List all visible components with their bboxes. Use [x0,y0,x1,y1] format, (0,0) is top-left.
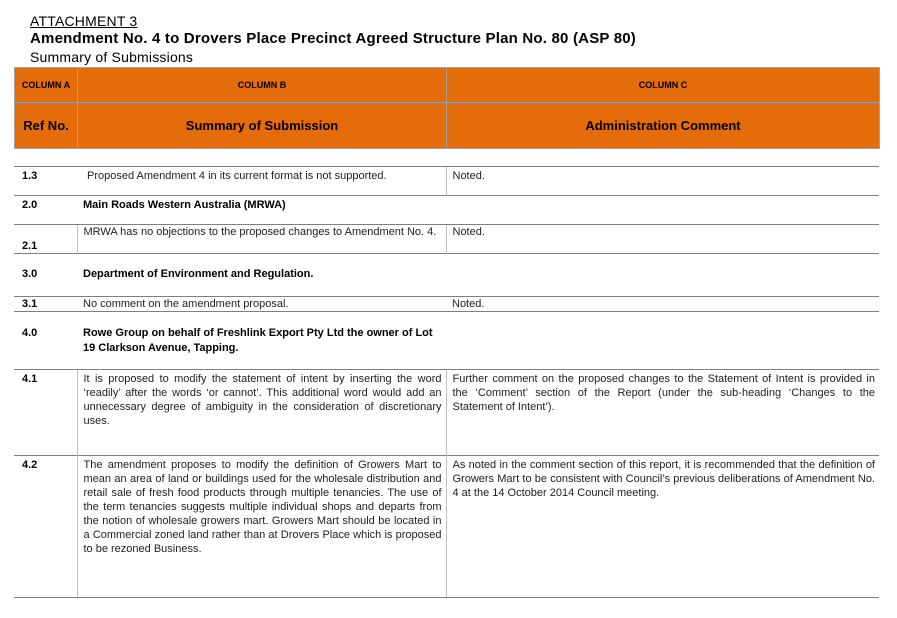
ref-cell: 3.0 [14,254,77,297]
ref-cell: 4.1 [14,370,77,456]
column-c-label: COLUMN C [447,68,880,103]
comment-cell: Noted. [446,167,879,196]
section-heading-cell: Main Roads Western Australia (MRWA) [77,196,446,225]
ref-cell: 3.1 [14,297,77,312]
table-row [14,196,879,225]
column-b-label: COLUMN B [78,68,447,103]
comment-header: Administration Comment [447,103,880,149]
ref-cell: 2.0 [14,196,77,225]
document-subtitle: Summary of Submissions [30,49,194,65]
ref-cell: 2.1 [14,225,77,254]
section-heading-cell: Department of Environment and Regulation. [77,254,446,297]
summary-cell: MRWA has no objections to the proposed changes to Amendment No. 4. [77,225,446,254]
document-title: Amendment No. 4 to Drovers Place Precinct Agreed Structure Plan No. 80 (ASP 80) [30,30,636,47]
comment-cell: Noted. [446,297,879,312]
summary-cell: The amendment proposes to modify the definition of Growers Mart to mean an area of land or buildings used for the wholesale distribution and retail sale of fresh food products through multiple tenancies. The use of the term tenancies suggests multiple individual shops and departs from the notion of wholesale growers mart. Growers Mart should be located in a Commercial zoned land rather than at Drovers Place which is proposed to be rezoned Business. [77,456,446,598]
summary-header: Summary of Submission [78,103,447,149]
document-title-block [30,12,636,66]
attachment-label: ATTACHMENT 3 [30,13,138,29]
summary-cell: It is proposed to modify the statement of intent by inserting the word ‘readily’ after the words ‘or cannot’. This additional word would add an unnecessary degree of ambiguity in the consideration of discretionary uses. [77,370,446,456]
table-row [14,456,879,598]
table-row [14,370,879,456]
summary-cell: No comment on the amendment proposal. [77,297,446,312]
comment-cell: Noted. [446,225,879,254]
table-row [14,167,879,196]
comment-cell [446,196,879,225]
submissions-table [14,166,879,598]
table-row [14,312,879,370]
column-header-table [14,67,880,149]
ref-cell: 4.2 [14,456,77,598]
column-a-label: COLUMN A [15,68,78,103]
comment-cell: Further comment on the proposed changes to the Statement of Intent is provided in the ‘Comment’ section of the Report (under the sub-heading ‘Changes to the Statement of Intent’). [446,370,879,456]
ref-cell: 4.0 [14,312,77,370]
table-row [14,297,879,312]
table-row [14,225,879,254]
section-heading-cell: Rowe Group on behalf of Freshlink Export Pty Ltd the owner of Lot 19 Clarkson Avenue, Tapping. [77,312,446,370]
ref-cell: 1.3 [14,167,77,196]
comment-cell: As noted in the comment section of this report, it is recommended that the definition of Growers Mart to be consistent with Council’s previous deliberations of Amendment No. 4 at the 14 October 2014 Council meeting. [446,456,879,598]
table-row [14,254,879,297]
comment-cell [446,312,879,370]
ref-no-header: Ref No. [15,103,78,149]
summary-cell: Proposed Amendment 4 in its current format is not supported. [77,167,446,196]
comment-cell [446,254,879,297]
